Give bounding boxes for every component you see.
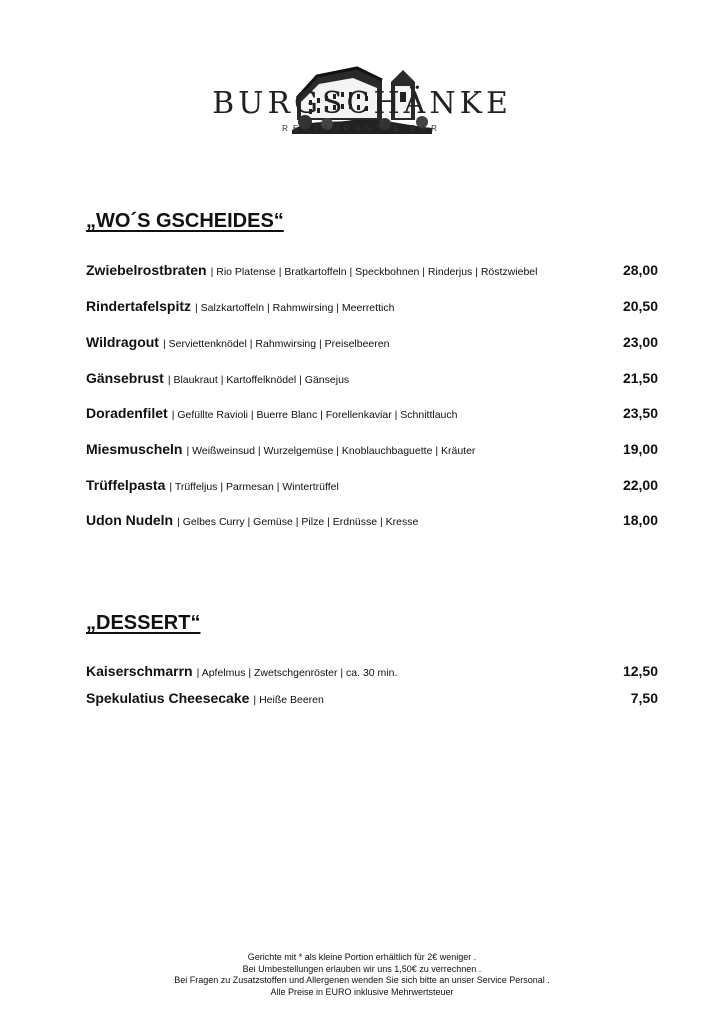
menu-item: [86, 334, 658, 354]
dish-name: Doradenfilet: [86, 405, 168, 421]
dish-price: 19,00: [622, 441, 658, 457]
dish-description: | Blaukraut | Kartoffelknödel | Gänsejus: [167, 374, 350, 386]
menu-item: [86, 663, 658, 683]
dish-price: 21,50: [622, 370, 658, 386]
section-title-dessert: „DESSERT“: [86, 612, 201, 634]
dish-name: Rindertafelspitz: [86, 298, 192, 314]
dish-price: 23,50: [622, 405, 658, 421]
dish-description: | Trüffeljus | Parmesan | Wintertrüffel: [169, 481, 339, 493]
dish-description: | Gelbes Curry | Gemüse | Pilze | Erdnüsse | Kresse: [177, 516, 419, 528]
dish-price: 12,50: [622, 663, 658, 679]
dish-description: | Apfelmus | Zwetschgenröster | ca. 30 min.: [196, 667, 398, 679]
footer-line: Alle Preise in EURO inklusive Mehrwertsteuer: [270, 986, 454, 997]
dish-description: | Salzkartoffeln | Rahmwirsing | Meerrettich: [195, 302, 395, 314]
brand-name: BURGSCHÄNKE: [212, 86, 512, 121]
dish-description: | Gefüllte Ravioli | Buerre Blanc | Forellenkaviar | Schnittlauch: [171, 409, 458, 421]
dish-name: Wildragout: [86, 334, 159, 350]
dish-name: Kaiserschmarrn: [86, 663, 193, 679]
footer-line: Bei Fragen zu Zusatzstoffen und Allergenen wenden Sie sich bitte an unser Service Personal .: [174, 975, 550, 985]
dish-name: Trüffelpasta: [86, 477, 166, 493]
dish-name: Zwiebelrostbraten: [86, 262, 207, 278]
menu-item: [86, 298, 658, 318]
footer-line: Bei Umbestellungen erlauben wir uns 1,50€ zu verrechnen .: [242, 963, 482, 974]
dish-name: Gänsebrust: [86, 370, 164, 386]
menu-item: [86, 405, 658, 425]
brand-tagline: RESTAURANT & BAR: [282, 124, 442, 133]
dish-price: 18,00: [622, 512, 658, 528]
dish-price: 20,50: [622, 298, 658, 314]
dish-description: | Rio Platense | Bratkartoffeln | Speckbohnen | Rinderjus | Röstzwiebel: [210, 266, 538, 278]
dish-name: Udon Nudeln: [86, 512, 174, 528]
menu-item: [86, 690, 658, 710]
menu-item: [86, 262, 658, 282]
dish-description: | Weißweinsud | Wurzelgemüse | Knoblauchbaguette | Kräuter: [186, 445, 476, 457]
footer-notes: [0, 952, 724, 998]
dish-description: | Heiße Beeren: [253, 694, 324, 706]
dish-price: 28,00: [622, 262, 658, 278]
dish-name: Spekulatius Cheesecake: [86, 690, 250, 706]
dish-price: 22,00: [622, 477, 658, 493]
footer-line: Gerichte mit * als kleine Portion erhältlich für 2€ weniger .: [247, 952, 477, 962]
dish-name: Miesmuscheln: [86, 441, 183, 457]
dish-price: 7,50: [630, 690, 658, 706]
section-title-main: „WO´S GSCHEIDES“: [86, 210, 284, 232]
menu-item: [86, 370, 658, 390]
dish-price: 23,00: [622, 334, 658, 350]
menu-item: [86, 441, 658, 461]
menu-item: [86, 512, 658, 532]
dish-description: | Serviettenknödel | Rahmwirsing | Preiselbeeren: [162, 338, 390, 350]
menu-item: [86, 477, 658, 497]
